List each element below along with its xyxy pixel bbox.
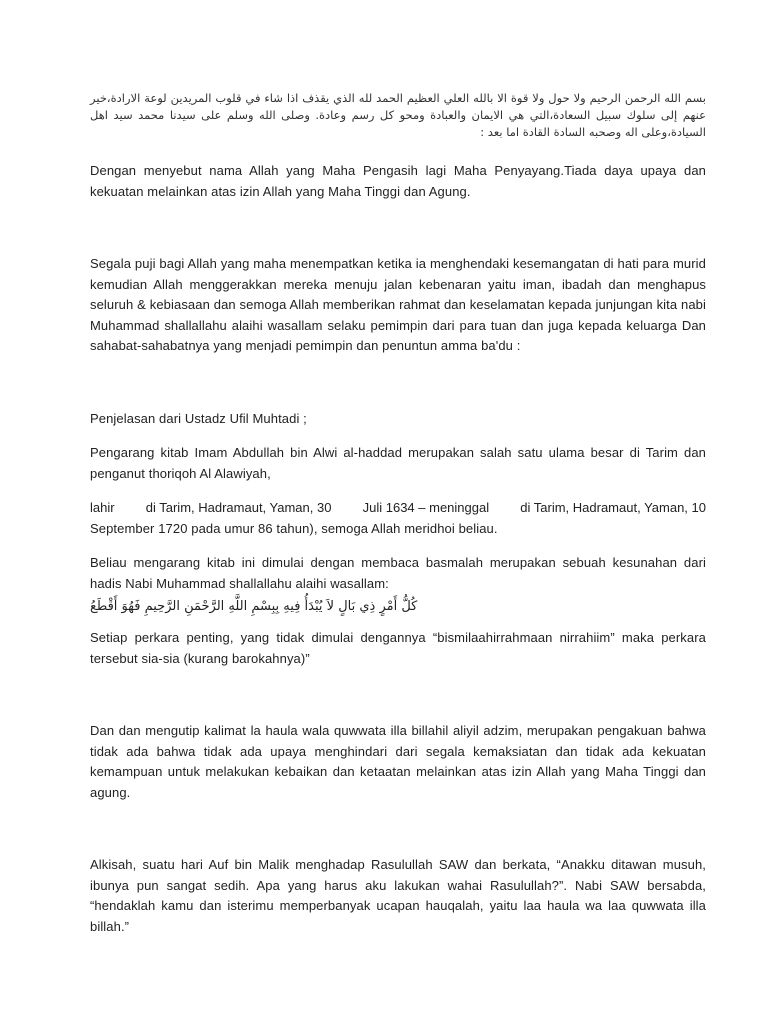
paragraph-explanation-heading: Penjelasan dari Ustadz Ufil Muhtadi ; bbox=[90, 410, 307, 426]
arabic-hadith bbox=[90, 596, 706, 618]
birth-line bbox=[90, 498, 706, 519]
paragraph-basmalah-translation: Dengan menyebut nama Allah yang Maha Pengasih lagi Maha Penyayang.Tiada daya upaya dan kekuatan melainkan atas izin Allah yang Maha Tinggi dan Agung. bbox=[90, 163, 706, 199]
paragraph-praise: Segala puji bagi Allah yang maha menempatkan ketika ia menghendaki kesemangatan di hati para murid kemudian Allah menggerakkan mereka menuju jalan kebenaran yaitu iman, ibadah dan menghapus seluruh & kebiasaan dan semoga Allah memberikan rahmat dan keselamatan kepada junjungan kita nabi Muhammad shallallahu alaihi wasallam selaku pemimpin dari para tuan dan juga kepada keluarga Dan sahabat-sahabatnya yang menjadi pemimpin dan penuntun amma ba'du : bbox=[90, 256, 706, 353]
arabic-opening-text: بسم الله الرحمن الرحيم ولا حول ولا قوة الا بالله العلي العظيم الحمد لله الذي يقذف اذا شاء في قلوب المريدين لوعة الارادة،خير عنهم إلى سلوك سبيل السعادة،التي هي الايمان والعبادة ومحو كل رسم وعادة. وصلى الله وسلم على سيدنا محمد سيد اهل السيادة،وعلى اله وصحبه السادة القادة اما بعد : bbox=[90, 91, 706, 139]
birth-word: lahir bbox=[90, 500, 115, 515]
paragraph-author: Pengarang kitab Imam Abdullah bin Alwi al-haddad merupakan salah satu ulama besar di Tarim dan penganut thoriqoh Al Alawiyah, bbox=[90, 445, 706, 481]
hadith-text: كُلُّ أَمْرٍ ذِي بَالٍ لاَ يُبْدَأُ فِيهِ بِبِسْمِ اللَّهِ الرَّحْمَنِ الرَّحِيمِ فَهُوَ أَقْطَعُ bbox=[90, 599, 418, 614]
death-place: di Tarim, Hadramaut, Yaman, 10 bbox=[520, 500, 706, 515]
paragraph-hadith-translation: Setiap perkara penting, yang tidak dimulai dengannya “bismilaahirrahmaan nirrahiim” maka perkara tersebut sia-sia (kurang barokahnya)” bbox=[90, 630, 706, 666]
paragraph-basmalah-hadith-intro: Beliau mengarang kitab ini dimulai dengan membaca basmalah merupakan sebuah kesunahan dari hadis Nabi Muhammad shallallahu alaihi wasallam: bbox=[90, 555, 706, 591]
paragraph-hauqalah: Dan dan mengutip kalimat la haula wala quwwata illa billahil aliyil adzim, merupakan pengakuan bahwa tidak ada bahwa tidak ada upaya menghindari dari segala kemaksiatan dan tidak ada kekuatan kemampuan untuk melakukan kebaikan dan ketaatan melainkan atas izin Allah yang Maha Tinggi dan agung. bbox=[90, 723, 706, 800]
paragraph-lifespan: September 1720 pada umur 86 tahun), semoga Allah meridhoi beliau. bbox=[90, 520, 498, 536]
birth-place: di Tarim, Hadramaut, Yaman, 30 bbox=[145, 500, 332, 515]
paragraph-story: Alkisah, suatu hari Auf bin Malik menghadap Rasulullah SAW dan berkata, “Anakku ditawan musuh, ibunya pun sangat sedih. Apa yang harus aku lakukan wahai Rasulullah?”. Nabi SAW bersabda, “hendaklah kamu dan isterimu memperbanyak ucapan hauqalah, yaitu laa haula wa laa quwwata illa billah.” bbox=[90, 857, 706, 934]
birth-date: Juli 1634 – meninggal bbox=[362, 500, 490, 515]
